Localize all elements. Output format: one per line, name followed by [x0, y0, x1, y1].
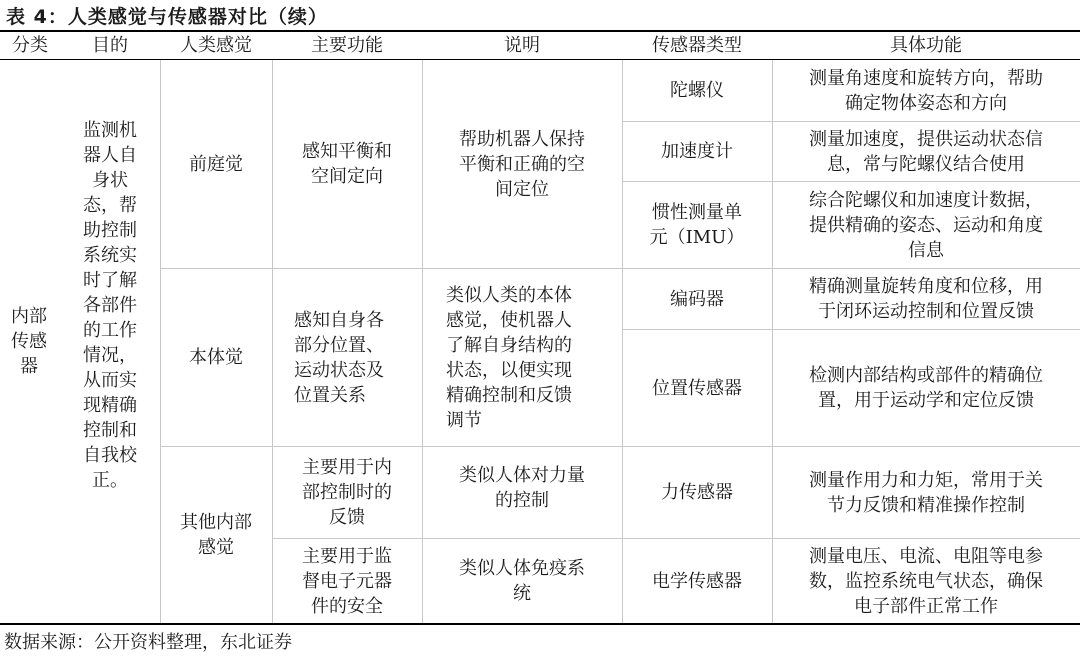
main-function-electrical: 主要用于监 督电子元器 件的安全 — [302, 545, 392, 617]
human-sense-proprioception: 本体觉 — [189, 347, 243, 368]
header-purpose: 目的 — [92, 34, 128, 56]
header-description: 说明 — [504, 34, 540, 56]
detail-force: 测量作用力和力矩，常用于关 节力反馈和精准操作控制 — [809, 469, 1043, 516]
description-force: 类似人体对力量 的控制 — [459, 465, 585, 511]
detail-imu: 综合陀螺仪和加速度计数据， 提供精确的姿态、运动和角度 信息 — [809, 189, 1043, 261]
sensor-type-position: 位置传感器 — [652, 377, 742, 399]
main-function-proprioception: 感知自身各 部分位置、 运动状态及 位置关系 — [294, 309, 384, 406]
header-category: 分类 — [12, 34, 48, 56]
detail-position: 检测内部结构或部件的精确位 置，用于运动学和定位反馈 — [809, 365, 1043, 411]
main-function-force: 主要用于内 部控制时的 反馈 — [302, 457, 392, 528]
sensor-type-imu: 惯性测量单 元（IMU） — [649, 202, 745, 248]
table-title: 表 4：人类感觉与传感器对比（续） — [6, 6, 328, 28]
header-human-sense: 人类感觉 — [180, 34, 252, 56]
description-proprioception: 类似人类的本体 感觉，使机器人 了解自身结构的 状态，以便实现 精确控制和反馈 调节 — [446, 284, 572, 431]
detail-electrical: 测量电压、电流、电阻等电参 数，监控系统电气状态，确保 电子部件正常工作 — [809, 545, 1043, 617]
sensor-type-gyroscope: 陀螺仪 — [670, 80, 724, 101]
bottom-rule — [0, 623, 1080, 625]
main-function-vestibular: 感知平衡和 空间定向 — [302, 141, 392, 187]
sensor-type-force: 力传感器 — [661, 482, 733, 503]
header-sensor-type: 传感器类型 — [652, 34, 742, 56]
sensor-type-encoder: 编码器 — [670, 288, 724, 310]
purpose-cell: 监测机 器人自 身状 态，帮 助控制 系统实 时了解 各部件 的工作 情况， 从而实 现精确 控制和 自我校 正。 — [83, 120, 137, 491]
human-sense-vestibular: 前庭觉 — [189, 153, 243, 175]
description-electrical: 类似人体免疫系 统 — [459, 558, 585, 604]
source-note: 数据来源：公开资料整理，东北证券 — [4, 632, 292, 653]
category-cell: 内部 传感 器 — [11, 306, 47, 377]
human-sense-other: 其他内部 感觉 — [180, 512, 252, 558]
sensor-type-accelerometer: 加速度计 — [661, 141, 733, 162]
header-detail-function: 具体功能 — [890, 34, 962, 56]
description-vestibular: 帮助机器人保持 平衡和正确的空 间定位 — [459, 128, 585, 200]
header-main-function: 主要功能 — [311, 34, 383, 56]
detail-accelerometer: 测量加速度，提供运动状态信 息，常与陀螺仪结合使用 — [809, 128, 1043, 175]
sensor-type-electrical: 电学传感器 — [652, 570, 742, 592]
detail-gyroscope: 测量角速度和旋转方向，帮助 确定物体姿态和方向 — [809, 67, 1043, 114]
detail-encoder: 精确测量旋转角度和位移，用 于闭环运动控制和位置反馈 — [809, 276, 1043, 322]
